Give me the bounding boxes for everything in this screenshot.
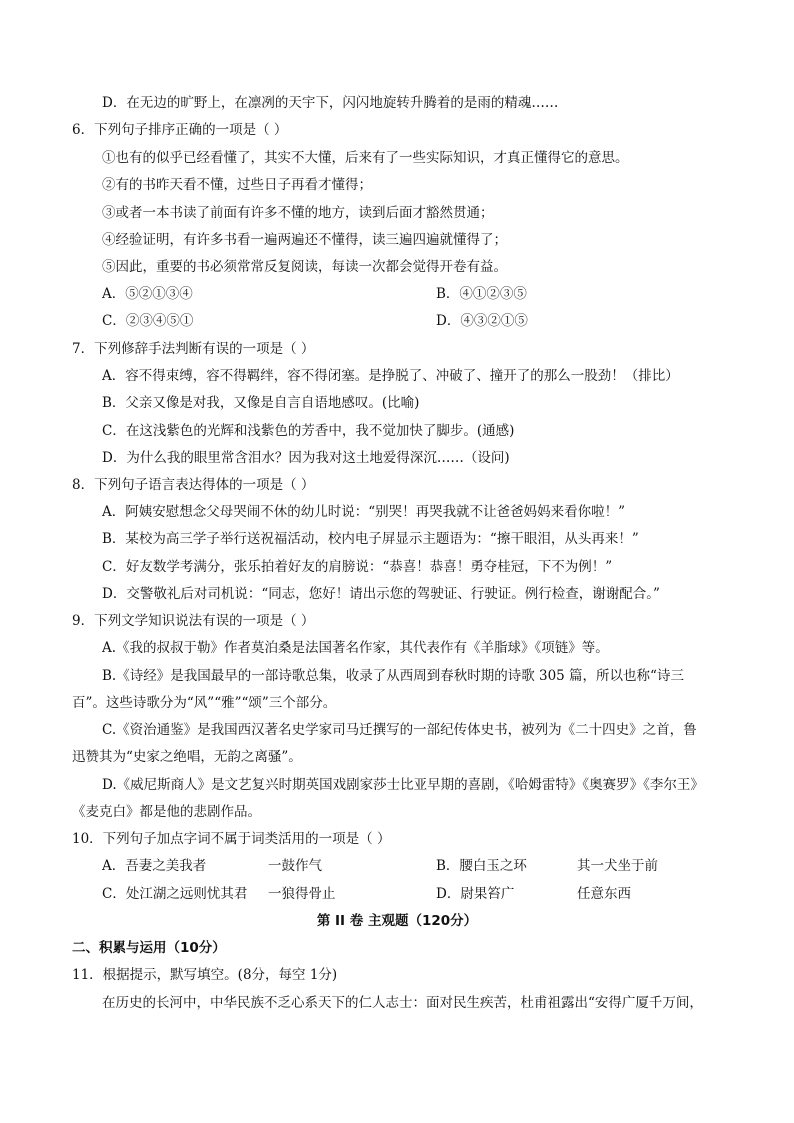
q8-option-a: A．阿姨安慰想念父母哭闹不休的幼儿时说：“别哭！再哭我就不让爸爸妈妈来看你啦！”: [102, 504, 626, 520]
q7-option-b: B．父亲又像是对我，又像是自言自语地感叹。(比喻): [102, 395, 420, 411]
q9-option-b-line1: B.《诗经》是我国最早的一部诗歌总集，收录了从西周到春秋时期的诗歌 305 篇，所以也称“诗三: [102, 668, 684, 684]
q8-stem: 8．下列句子语言表达得体的一项是（ ）: [72, 477, 315, 493]
q7-option-a: A．容不得束缚，容不得羁绊，容不得闭塞。是挣脱了、冲破了、撞开了的那么一股劲！（排比）: [102, 368, 679, 384]
q6-option-b: B．④①②③⑤: [436, 286, 527, 302]
q11-paragraph-line1: 在历史的长河中，中华民族不乏心系天下的仁人志士：面对民生疾苦，杜甫祖露出“安得广厦千万间，: [102, 995, 703, 1011]
q7-option-d: D．为什么我的眼里常含泪水？因为我对这土地爱得深沉……（设问): [102, 450, 510, 466]
q10-option-c-part2: 一狼得骨止: [268, 886, 336, 902]
q8-option-c: C．好友数学考满分，张乐拍着好友的肩膀说：“恭喜！恭喜！勇夺桂冠，下不为例！”: [102, 559, 613, 575]
q11-stem: 11．根据提示，默写填空。(8分，每空 1分): [72, 967, 338, 983]
q6-option-c: C．②③④⑤①: [102, 313, 194, 329]
q6-sentence-5: ⑤因此，重要的书必须常常反复阅读，每读一次都会觉得开卷有益。: [102, 259, 507, 275]
q10-option-d-part2: 任意东西: [577, 886, 631, 902]
q10-option-a-part2: 一鼓作气: [268, 858, 322, 874]
q10-option-a-part1: A．吾妻之美我者: [102, 858, 207, 874]
part-heading: 二、积累与运用（10分）: [72, 940, 226, 956]
q7-stem: 7．下列修辞手法判断有误的一项是（ ）: [72, 341, 315, 357]
q6-sentence-1: ①也有的似乎已经看懂了，其实不大懂，后来有了一些实际知识，才真正懂得它的意思。: [102, 150, 629, 166]
q10-option-b-part2: 其一犬坐于前: [577, 858, 658, 874]
q9-stem: 9．下列文学知识说法有误的一项是（ ）: [72, 613, 315, 629]
q10-option-b-part1: B．腰白玉之环: [436, 858, 527, 874]
section-title: 第 II 卷 主观题（120分）: [316, 913, 478, 929]
q6-option-d: D．④③②①⑤: [436, 313, 528, 329]
q7-option-c: C．在这浅紫色的光辉和浅紫色的芳香中，我不觉加快了脚步。(通感): [102, 423, 515, 439]
q6-sentence-4: ④经验证明，有许多书看一遍两遍还不懂得，读三遍四遍就懂得了；: [102, 232, 507, 248]
q5-option-d: D．在无边的旷野上，在凛冽的天宇下，闪闪地旋转升腾着的是雨的精魂……: [102, 95, 559, 111]
q6-stem: 6．下列句子排序正确的一项是（ ）: [72, 122, 288, 138]
q6-sentence-2: ②有的书昨天看不懂，过些日子再看才懂得；: [102, 177, 372, 193]
q10-option-c-part1: C．处江湖之远则忧其君: [102, 886, 248, 902]
q9-option-a: A.《我的叔叔于勒》作者莫泊桑是法国著名作家，其代表作有《羊脂球》《项链》等。: [102, 640, 609, 656]
q9-option-c-line2: 迅赞其为“史家之绝唱，无韵之离骚”。: [72, 749, 302, 765]
q9-option-d-line2: 《麦克白》都是他的悲剧作品。: [72, 804, 261, 820]
q9-option-b-line2: 百”。这些诗歌分为“风”“雅”“颂”三个部分。: [72, 695, 337, 711]
q8-option-d: D．交警敬礼后对司机说：“同志，您好！请出示您的驾驶证、行驶证。例行检查，谢谢配合。”: [102, 586, 660, 602]
q10-stem: 10．下列句子加点字词不属于词类活用的一项是（ ）: [72, 831, 391, 847]
q10-option-d-part1: D．尉果笞广: [436, 886, 515, 902]
q9-option-d-line1: D.《威尼斯商人》是文艺复兴时期英国戏剧家莎士比亚早期的喜剧，《哈姆雷特》《奥赛罗》《李尔王》: [102, 777, 704, 793]
q6-option-a: A．⑤②①③④: [102, 286, 193, 302]
q8-option-b: B．某校为高三学子举行送祝福活动，校内电子屏显示主题语为：“擦干眼泪，从头再来！”: [102, 531, 639, 547]
q9-option-c-line1: C.《资治通鉴》是我国西汉著名史学家司马迁撰写的一部纪传体史书，被列为《二十四史》之首，鲁: [102, 722, 697, 738]
q6-sentence-3: ③或者一本书读了前面有许多不懂的地方，读到后面才豁然贯通；: [102, 205, 494, 221]
